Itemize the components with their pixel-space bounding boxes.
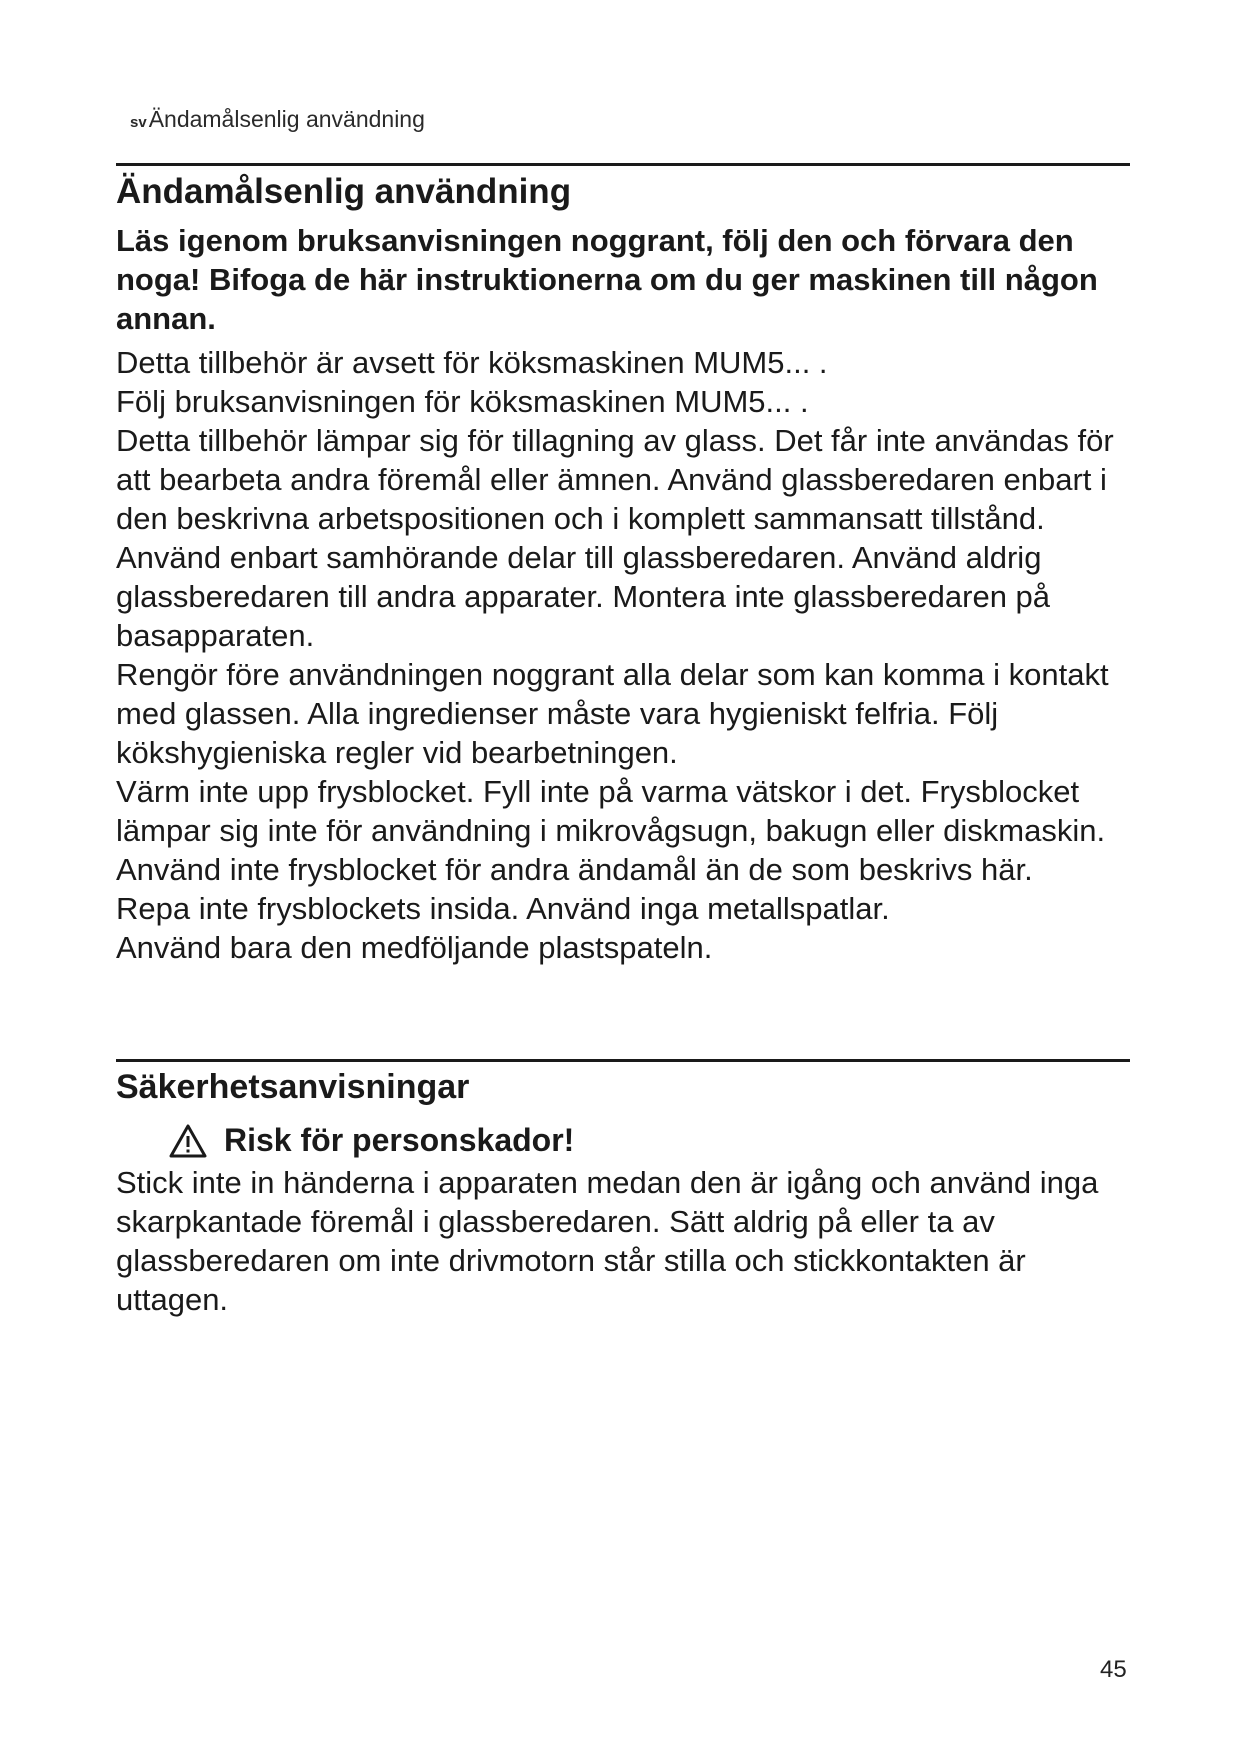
body-paragraph: Repa inte frysblockets insida. Använd inga metallspatlar. bbox=[116, 891, 890, 926]
intended-use-body bbox=[116, 343, 1130, 967]
body-paragraph: Använd enbart samhörande delar till glassberedaren. Använd aldrig glassberedaren till andra apparater. Montera inte glassberedaren på basapparaten. bbox=[116, 540, 1051, 653]
body-paragraph: Detta tillbehör lämpar sig för tillagning av glass. Det får inte användas för att bearbeta andra föremål eller ämnen. Använd glassberedaren enbart i den beskrivna arbetspositionen och i komplett sammansatt tillstånd. bbox=[116, 423, 1114, 536]
section-divider bbox=[116, 163, 1130, 166]
body-paragraph: Använd bara den medföljande plastspateln. bbox=[116, 930, 713, 965]
body-paragraph: Värm inte upp frysblocket. Fyll inte på varma vätskor i det. Frysblocket lämpar sig inte för användning i mikrovågsugn, bakugn eller diskmaskin. Använd inte frysblocket för andra ändamål än de som beskrivs här. bbox=[116, 774, 1106, 887]
page-number: 45 bbox=[1100, 1656, 1127, 1683]
body-paragraph: Följ bruksanvisningen för köksmaskinen MUM5... . bbox=[116, 384, 809, 419]
section-divider bbox=[116, 1059, 1130, 1062]
body-paragraph: Detta tillbehör är avsett för köksmaskinen MUM5... . bbox=[116, 345, 828, 380]
language-code: sv bbox=[130, 114, 147, 131]
running-header-title: Ändamålsenlig användning bbox=[148, 106, 425, 132]
warning-triangle-icon bbox=[168, 1123, 208, 1159]
warning-title: Risk för personskador! bbox=[224, 1122, 575, 1158]
section-heading-safety: Säkerhetsanvisningar bbox=[116, 1068, 470, 1106]
intro-bold-paragraph: Läs igenom bruksanvisningen noggrant, följ den och förvara den noga! Bifoga de här instruktionerna om du ger maskinen till någon annan. bbox=[116, 223, 1098, 336]
running-header bbox=[130, 106, 425, 133]
warning-notice bbox=[168, 1122, 574, 1159]
body-paragraph: Rengör före användningen noggrant alla delar som kan komma i kontakt med glassen. Alla ingredienser måste vara hygieniskt felfria. Följ kökshygieniska regler vid bearbetningen. bbox=[116, 657, 1109, 770]
safety-body: Stick inte in händerna i apparaten medan den är igång och använd inga skarpkantade föremål i glassberedaren. Sätt aldrig på eller ta av glassberedaren om inte drivmotorn står stilla och stickkontakten är uttagen. bbox=[116, 1165, 1099, 1317]
section-heading-intended-use: Ändamålsenlig användning bbox=[116, 172, 572, 211]
